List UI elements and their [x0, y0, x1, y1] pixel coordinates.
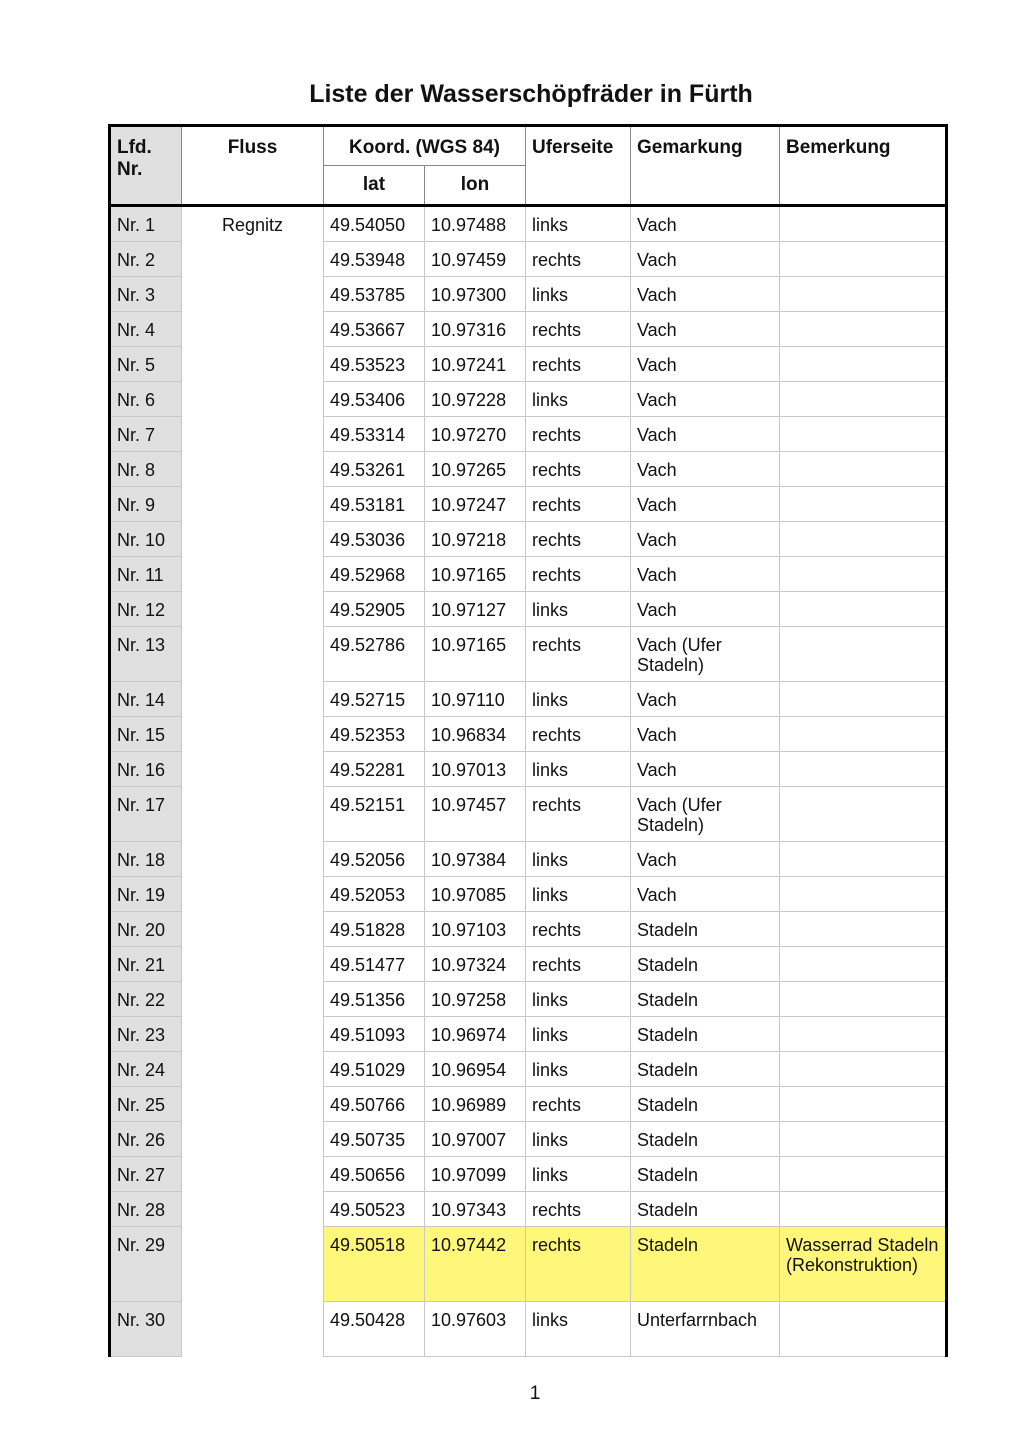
latitude-cell: 49.52353	[324, 717, 425, 752]
longitude-cell: 10.96989	[425, 1087, 526, 1122]
uferseite-cell: rechts	[526, 627, 631, 682]
bemerkung-cell	[780, 912, 947, 947]
bemerkung-cell	[780, 347, 947, 382]
gemarkung-cell: Vach	[631, 452, 780, 487]
page-number: 1	[529, 1383, 541, 1404]
row-number: Nr. 20	[110, 912, 182, 947]
gemarkung-cell: Stadeln	[631, 912, 780, 947]
latitude-cell: 49.50735	[324, 1122, 425, 1157]
gemarkung-cell: Vach	[631, 242, 780, 277]
longitude-cell: 10.97085	[425, 877, 526, 912]
longitude-cell: 10.97110	[425, 682, 526, 717]
longitude-cell: 10.97265	[425, 452, 526, 487]
waterwheel-table-container	[108, 124, 948, 1357]
longitude-cell: 10.97384	[425, 842, 526, 877]
bemerkung-cell	[780, 522, 947, 557]
row-number: Nr. 28	[110, 1192, 182, 1227]
bemerkung-cell	[780, 787, 947, 842]
longitude-cell: 10.97457	[425, 787, 526, 842]
uferseite-cell: rechts	[526, 242, 631, 277]
bemerkung-cell	[780, 1122, 947, 1157]
uferseite-cell: rechts	[526, 947, 631, 982]
latitude-cell: 49.53785	[324, 277, 425, 312]
bemerkung-cell	[780, 842, 947, 877]
bemerkung-cell	[780, 206, 947, 242]
latitude-cell: 49.50518	[324, 1227, 425, 1302]
longitude-cell: 10.97218	[425, 522, 526, 557]
latitude-cell: 49.51828	[324, 912, 425, 947]
row-number: Nr. 24	[110, 1052, 182, 1087]
uferseite-cell: links	[526, 752, 631, 787]
gemarkung-cell: Stadeln	[631, 1052, 780, 1087]
header-row-1	[110, 126, 947, 166]
longitude-cell: 10.97324	[425, 947, 526, 982]
uferseite-cell: rechts	[526, 487, 631, 522]
uferseite-cell: links	[526, 877, 631, 912]
uferseite-cell: links	[526, 982, 631, 1017]
latitude-cell: 49.53523	[324, 347, 425, 382]
document-title: Liste der Wasserschöpfräder in Fürth	[309, 80, 753, 108]
uferseite-cell: rechts	[526, 1087, 631, 1122]
header-lfd-nr: Lfd. Nr.	[110, 126, 182, 206]
gemarkung-cell: Vach (Ufer Stadeln)	[631, 627, 780, 682]
latitude-cell: 49.50428	[324, 1302, 425, 1357]
bemerkung-cell	[780, 487, 947, 522]
gemarkung-cell: Vach	[631, 752, 780, 787]
gemarkung-cell: Stadeln	[631, 1192, 780, 1227]
latitude-cell: 49.52056	[324, 842, 425, 877]
row-number: Nr. 1	[110, 206, 182, 242]
bemerkung-cell	[780, 1192, 947, 1227]
bemerkung-cell	[780, 682, 947, 717]
uferseite-cell: rechts	[526, 312, 631, 347]
row-number: Nr. 29	[110, 1227, 182, 1302]
table-body	[110, 206, 947, 1357]
uferseite-cell: rechts	[526, 452, 631, 487]
row-number: Nr. 14	[110, 682, 182, 717]
row-number: Nr. 6	[110, 382, 182, 417]
longitude-cell: 10.97165	[425, 557, 526, 592]
bemerkung-cell: Wasserrad Stadeln (Rekonstruktion)	[780, 1227, 947, 1302]
longitude-cell: 10.97270	[425, 417, 526, 452]
gemarkung-cell: Stadeln	[631, 947, 780, 982]
gemarkung-cell: Vach (Ufer Stadeln)	[631, 787, 780, 842]
row-number: Nr. 7	[110, 417, 182, 452]
uferseite-cell: rechts	[526, 1192, 631, 1227]
row-number: Nr. 17	[110, 787, 182, 842]
longitude-cell: 10.97258	[425, 982, 526, 1017]
uferseite-cell: links	[526, 842, 631, 877]
longitude-cell: 10.97241	[425, 347, 526, 382]
uferseite-cell: links	[526, 1302, 631, 1357]
uferseite-cell: links	[526, 682, 631, 717]
longitude-cell: 10.97103	[425, 912, 526, 947]
row-number: Nr. 15	[110, 717, 182, 752]
waterwheel-table	[108, 124, 948, 1357]
longitude-cell: 10.96974	[425, 1017, 526, 1052]
longitude-cell: 10.97165	[425, 627, 526, 682]
latitude-cell: 49.53948	[324, 242, 425, 277]
longitude-cell: 10.96954	[425, 1052, 526, 1087]
bemerkung-cell	[780, 982, 947, 1017]
longitude-cell: 10.96834	[425, 717, 526, 752]
gemarkung-cell: Vach	[631, 206, 780, 242]
bemerkung-cell	[780, 1052, 947, 1087]
gemarkung-cell: Stadeln	[631, 1227, 780, 1302]
river-name: Regnitz	[182, 206, 324, 1357]
gemarkung-cell: Stadeln	[631, 982, 780, 1017]
latitude-cell: 49.52715	[324, 682, 425, 717]
header-koord: Koord. (WGS 84)	[324, 126, 526, 166]
row-number: Nr. 12	[110, 592, 182, 627]
row-number: Nr. 26	[110, 1122, 182, 1157]
gemarkung-cell: Vach	[631, 417, 780, 452]
bemerkung-cell	[780, 592, 947, 627]
row-number: Nr. 19	[110, 877, 182, 912]
latitude-cell: 49.51356	[324, 982, 425, 1017]
bemerkung-cell	[780, 1157, 947, 1192]
bemerkung-cell	[780, 627, 947, 682]
bemerkung-cell	[780, 947, 947, 982]
latitude-cell: 49.50766	[324, 1087, 425, 1122]
latitude-cell: 49.52905	[324, 592, 425, 627]
gemarkung-cell: Stadeln	[631, 1087, 780, 1122]
latitude-cell: 49.50523	[324, 1192, 425, 1227]
gemarkung-cell: Vach	[631, 312, 780, 347]
longitude-cell: 10.97099	[425, 1157, 526, 1192]
header-bemerkung: Bemerkung	[780, 126, 947, 206]
gemarkung-cell: Stadeln	[631, 1017, 780, 1052]
header-lat: lat	[324, 166, 425, 206]
gemarkung-cell: Vach	[631, 277, 780, 312]
uferseite-cell: rechts	[526, 557, 631, 592]
gemarkung-cell: Vach	[631, 487, 780, 522]
latitude-cell: 49.53181	[324, 487, 425, 522]
gemarkung-cell: Vach	[631, 522, 780, 557]
longitude-cell: 10.97127	[425, 592, 526, 627]
latitude-cell: 49.52053	[324, 877, 425, 912]
row-number: Nr. 9	[110, 487, 182, 522]
table-row	[110, 206, 947, 242]
longitude-cell: 10.97247	[425, 487, 526, 522]
header-gemarkung: Gemarkung	[631, 126, 780, 206]
latitude-cell: 49.52786	[324, 627, 425, 682]
header-uferseite: Uferseite	[526, 126, 631, 206]
latitude-cell: 49.53667	[324, 312, 425, 347]
uferseite-cell: links	[526, 1157, 631, 1192]
latitude-cell: 49.52968	[324, 557, 425, 592]
row-number: Nr. 22	[110, 982, 182, 1017]
uferseite-cell: rechts	[526, 522, 631, 557]
uferseite-cell: links	[526, 277, 631, 312]
latitude-cell: 49.50656	[324, 1157, 425, 1192]
row-number: Nr. 27	[110, 1157, 182, 1192]
row-number: Nr. 2	[110, 242, 182, 277]
gemarkung-cell: Vach	[631, 382, 780, 417]
latitude-cell: 49.53406	[324, 382, 425, 417]
bemerkung-cell	[780, 1017, 947, 1052]
uferseite-cell: links	[526, 382, 631, 417]
gemarkung-cell: Vach	[631, 347, 780, 382]
uferseite-cell: links	[526, 1052, 631, 1087]
bemerkung-cell	[780, 717, 947, 752]
uferseite-cell: rechts	[526, 912, 631, 947]
bemerkung-cell	[780, 277, 947, 312]
gemarkung-cell: Vach	[631, 592, 780, 627]
row-number: Nr. 11	[110, 557, 182, 592]
longitude-cell: 10.97316	[425, 312, 526, 347]
row-number: Nr. 8	[110, 452, 182, 487]
bemerkung-cell	[780, 382, 947, 417]
row-number: Nr. 3	[110, 277, 182, 312]
bemerkung-cell	[780, 452, 947, 487]
row-number: Nr. 18	[110, 842, 182, 877]
bemerkung-cell	[780, 242, 947, 277]
uferseite-cell: rechts	[526, 347, 631, 382]
longitude-cell: 10.97007	[425, 1122, 526, 1157]
row-number: Nr. 30	[110, 1302, 182, 1357]
latitude-cell: 49.52281	[324, 752, 425, 787]
bemerkung-cell	[780, 1087, 947, 1122]
row-number: Nr. 4	[110, 312, 182, 347]
latitude-cell: 49.53314	[324, 417, 425, 452]
header-fluss: Fluss	[182, 126, 324, 206]
latitude-cell: 49.52151	[324, 787, 425, 842]
uferseite-cell: links	[526, 1017, 631, 1052]
uferseite-cell: links	[526, 1122, 631, 1157]
uferseite-cell: rechts	[526, 717, 631, 752]
longitude-cell: 10.97013	[425, 752, 526, 787]
gemarkung-cell: Unterfarrnbach	[631, 1302, 780, 1357]
gemarkung-cell: Vach	[631, 717, 780, 752]
longitude-cell: 10.97459	[425, 242, 526, 277]
row-number: Nr. 21	[110, 947, 182, 982]
row-number: Nr. 5	[110, 347, 182, 382]
gemarkung-cell: Stadeln	[631, 1122, 780, 1157]
uferseite-cell: rechts	[526, 417, 631, 452]
gemarkung-cell: Vach	[631, 682, 780, 717]
bemerkung-cell	[780, 877, 947, 912]
latitude-cell: 49.51029	[324, 1052, 425, 1087]
bemerkung-cell	[780, 417, 947, 452]
longitude-cell: 10.97603	[425, 1302, 526, 1357]
uferseite-cell: rechts	[526, 787, 631, 842]
gemarkung-cell: Vach	[631, 877, 780, 912]
latitude-cell: 49.53036	[324, 522, 425, 557]
gemarkung-cell: Vach	[631, 557, 780, 592]
latitude-cell: 49.51093	[324, 1017, 425, 1052]
row-number: Nr. 13	[110, 627, 182, 682]
longitude-cell: 10.97488	[425, 206, 526, 242]
longitude-cell: 10.97343	[425, 1192, 526, 1227]
bemerkung-cell	[780, 1302, 947, 1357]
latitude-cell: 49.53261	[324, 452, 425, 487]
header-lon: lon	[425, 166, 526, 206]
uferseite-cell: links	[526, 206, 631, 242]
uferseite-cell: links	[526, 592, 631, 627]
gemarkung-cell: Vach	[631, 842, 780, 877]
bemerkung-cell	[780, 312, 947, 347]
bemerkung-cell	[780, 752, 947, 787]
longitude-cell: 10.97442	[425, 1227, 526, 1302]
row-number: Nr. 16	[110, 752, 182, 787]
longitude-cell: 10.97300	[425, 277, 526, 312]
latitude-cell: 49.54050	[324, 206, 425, 242]
bemerkung-cell	[780, 557, 947, 592]
row-number: Nr. 23	[110, 1017, 182, 1052]
row-number: Nr. 10	[110, 522, 182, 557]
longitude-cell: 10.97228	[425, 382, 526, 417]
row-number: Nr. 25	[110, 1087, 182, 1122]
gemarkung-cell: Stadeln	[631, 1157, 780, 1192]
latitude-cell: 49.51477	[324, 947, 425, 982]
uferseite-cell: rechts	[526, 1227, 631, 1302]
